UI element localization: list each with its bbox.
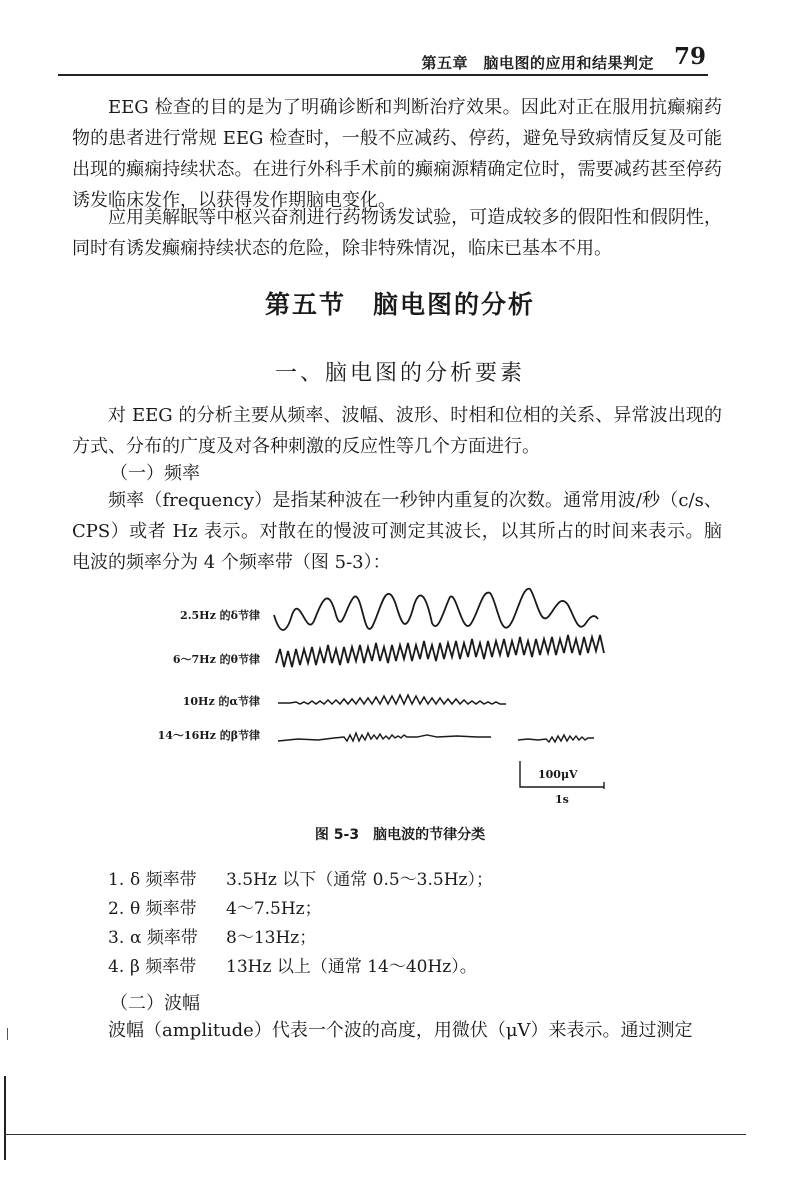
page-number: 79 [673, 43, 706, 70]
list-item-number: 3. [108, 928, 125, 948]
trace-label-beta: 14～16Hz 的β节律 [157, 729, 260, 742]
list-item-number: 2. [108, 899, 125, 919]
paragraph-analysis-intro: 对 EEG 的分析主要从频率、波幅、波形、时相和位相的关系、异常波出现的方式、分布的广度及对各种刺激的反应性等几个方面进行。 [72, 405, 722, 457]
list-item-number: 1. [108, 870, 125, 890]
list-item-band: δ 频率带 [130, 870, 197, 890]
list-item [108, 895, 708, 924]
trace-label-theta: 6～7Hz 的θ节律 [172, 653, 260, 666]
paragraph-amplitude: 波幅（amplitude）代表一个波的高度，用微伏（μV）来表示。通过测定 [108, 1020, 693, 1041]
list-item-band: α 频率带 [130, 928, 198, 948]
list-item-band: β 频率带 [130, 957, 197, 977]
rhythm-traces-svg [150, 575, 630, 805]
heading-frequency: （一）频率 [110, 463, 200, 484]
scale-time-label: 1s [555, 793, 569, 805]
list-item-range: 13Hz 以上（通常 14～40Hz）。 [226, 957, 477, 977]
paragraph-drug-induction: 应用美解眠等中枢兴奋剂进行药物诱发试验，可造成较多的假阳性和假阴性，同时有诱发癫痫持续状态的危险，除非特殊情况，临床已基本不用。 [72, 207, 722, 259]
scale-amplitude-label: 100μV [538, 768, 578, 781]
theta-trace [276, 635, 604, 667]
left-edge-rule [4, 1076, 6, 1160]
trace-label-alpha: 10Hz 的α节律 [182, 695, 260, 708]
running-header [58, 40, 708, 76]
paragraph-frequency: 频率（frequency）是指某种波在一秒钟内重复的次数。通常用波/秒（c/s、CPS）或者 Hz 表示。对散在的慢波可测定其波长，以其所占的时间来表示。脑电波的频率分为 4 个频率带（图 5-3）： [72, 490, 722, 573]
list-item-range: 4～7.5Hz； [226, 899, 322, 919]
trace-label-delta: 2.5Hz 的δ节律 [180, 609, 260, 622]
frequency-band-list [108, 866, 708, 982]
section-title: 第五节 脑电图的分析 [264, 290, 535, 319]
list-item-range: 3.5Hz 以下（通常 0.5～3.5Hz）； [226, 870, 493, 890]
list-item-range: 8～13Hz； [226, 928, 317, 948]
paragraph-eeg-purpose: EEG 检查的目的是为了明确诊断和判断治疗效果。因此对正在服用抗癫痫药物的患者进行常规 EEG 检查时，一般不应减药、停药，避免导致病情反复及可能出现的癫痫持续状态。在进行外科手术前的癫痫源精确定位时，需要减药甚至停药诱发临床发作，以获得发作期脑电变化。 [72, 97, 722, 211]
list-item-band: θ 频率带 [130, 899, 197, 919]
chapter-title: 第五章 脑电图的应用和结果判定 [421, 54, 654, 72]
list-item [108, 924, 708, 953]
figure-eeg-rhythms [150, 575, 630, 805]
figure-caption: 图 5-3 脑电波的节律分类 [314, 827, 486, 843]
subsection-title: 一、脑电图的分析要素 [274, 361, 525, 386]
list-item-number: 4. [108, 957, 125, 977]
list-item [108, 953, 708, 982]
list-item [108, 866, 708, 895]
bottom-edge-rule [4, 1134, 746, 1135]
margin-mark [7, 1028, 8, 1040]
beta-trace [278, 733, 594, 742]
alpha-trace [278, 695, 506, 704]
delta-trace [274, 589, 598, 630]
heading-amplitude: （二）波幅 [110, 993, 200, 1014]
